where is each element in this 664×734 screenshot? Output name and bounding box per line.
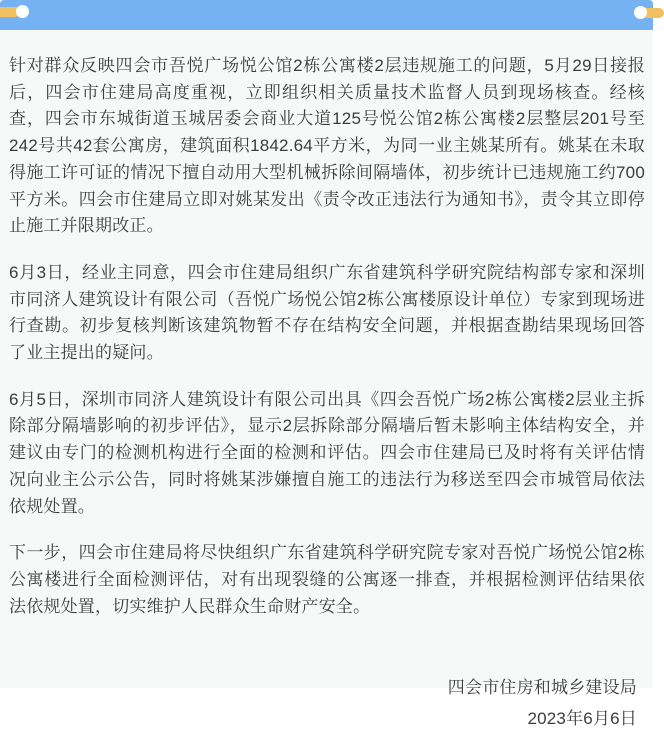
announcement-body <box>9 30 645 734</box>
signature-block <box>9 672 645 734</box>
paragraph: 针对群众反映四会市吾悦广场悦公馆2栋公寓楼2层违规施工的问题，5月29日接报后，四会市住建局高度重视，立即组织相关质量技术监督人员到现场核查。经核查，四会市东城街道玉城居委会商业大道125号悦公馆2栋公寓楼2层整层201号至242号共42套公寓房，建筑面积1842.64平方米，为同一业主姚某所有。姚某在未取得施工许可证的情况下擅自动用大型机械拆除间隔墙体，初步统计已违规施工约700平方米。四会市住建局立即对姚某发出《责令改正违法行为通知书》，责令其立即停止施工并限期改正。 <box>9 56 645 236</box>
scroll-knob-right-icon <box>634 6 647 19</box>
paragraph: 6月5日，深圳市同济人建筑设计有限公司出具《四会吾悦广场2栋公寓楼2层业主拆除部分隔墙影响的初步评估》，显示2层拆除部分隔墙后暂未影响主体结构安全，并建议由专门的检测机构进行全面的检测和评估。四会市住建局已及时将有关评估情况向业主公示公告，同时将姚某涉嫌擅自施工的违法行为移送至四会市城管局依法依规处置。 <box>9 389 645 516</box>
scroll-knob-left-icon <box>16 5 29 18</box>
paragraph: 6月3日，经业主同意，四会市住建局组织广东省建筑科学研究院结构部专家和深圳市同济人建筑设计有限公司（吾悦广场悦公馆2栋公寓楼原设计单位）专家到现场进行查勘。初步复核判断该建筑物暂不存在结构安全问题，并根据查勘结果现场回答了业主提出的疑问。 <box>9 262 645 363</box>
scroll-banner <box>0 0 653 30</box>
signature-date: 2023年6月6日 <box>527 709 637 729</box>
paragraph: 下一步，四会市住建局将尽快组织广东省建筑科学研究院专家对吾悦广场悦公馆2栋公寓楼进行全面检测评估，对有出现裂缝的公寓逐一排查，并根据检测评估结果依法依规处置，切实维护人民群众生命财产安全。 <box>9 543 645 616</box>
agency-signature: 四会市住房和城乡建设局 <box>447 678 637 698</box>
